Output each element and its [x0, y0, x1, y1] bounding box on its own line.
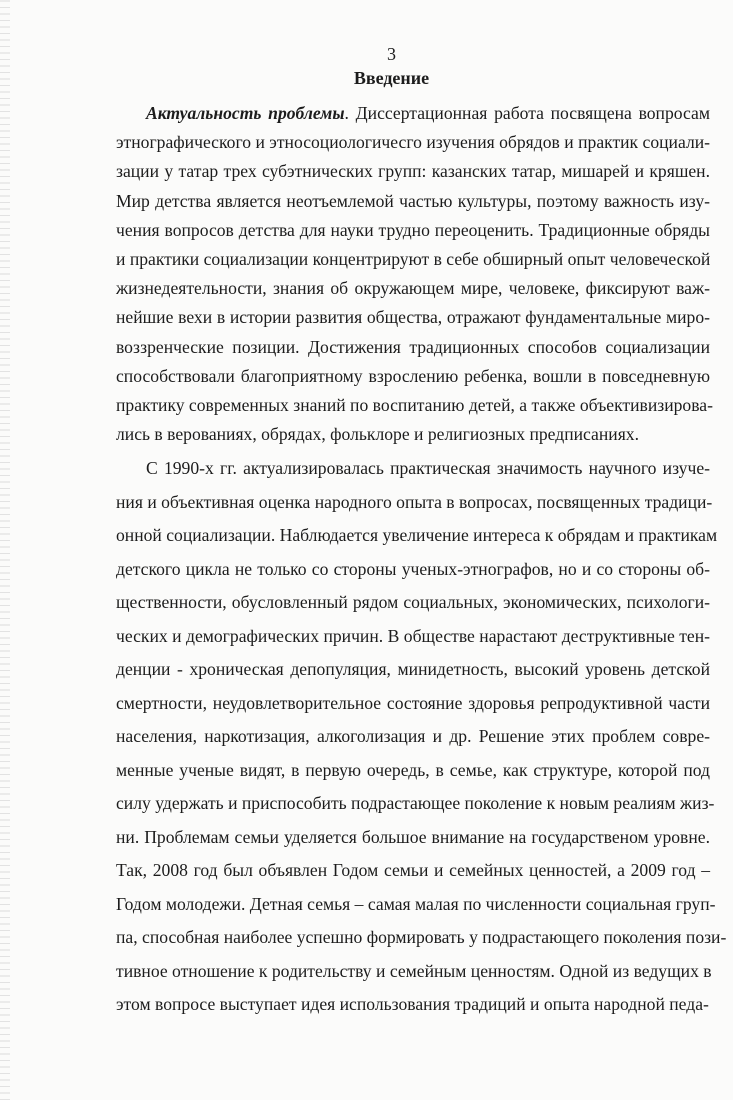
text-line — [116, 187, 710, 216]
line-text: способствовали благоприятному взрослению ребенка, вошли в повседневную — [116, 365, 710, 386]
text-line — [116, 854, 710, 888]
line-text: воззренческие позиции. Достижения традиционных способов социализации — [116, 336, 710, 357]
text-line — [116, 888, 716, 922]
line-text: ческих и демографических причин. В обществе нарастают деструктивные тен- — [116, 625, 710, 646]
section-heading: Введение — [353, 68, 430, 88]
line-text: па, способная наиболее успешно формировать у подрастающего поколения пози- — [116, 927, 727, 947]
line-text: ни. Проблемам семьи уделяется большое внимание на государственом уровне. — [116, 826, 710, 847]
line-text: детского цикла не только со стороны ученых-этнографов, но и со стороны об- — [116, 558, 710, 579]
text-line — [116, 128, 710, 157]
text-line — [116, 519, 718, 553]
line-text: смертности, неудовлетворительное состояние здоровья репродуктивной части — [116, 692, 710, 713]
text-line — [116, 245, 710, 274]
text-line — [116, 787, 715, 821]
text-line — [116, 687, 710, 721]
line-text: щественности, обусловленный рядом социальных, экономических, психологи- — [116, 592, 710, 612]
line-text: С 1990-х гг. актуализировалась практическая значимость научного изуче- — [146, 458, 710, 478]
text-line — [116, 333, 710, 362]
line-text: . Диссертационная работа посвящена вопросам — [344, 103, 710, 123]
line-text: ния и объективная оценка народного опыта в вопросах, посвященных традици- — [116, 491, 713, 512]
line-text: лись в верованиях, обрядах, фольклоре и религиозных предписаниях. — [116, 424, 639, 445]
text-line — [116, 362, 710, 391]
line-text: Годом молодежи. Детная семья – самая малая по численности социальная груп- — [116, 893, 716, 914]
text-line — [116, 988, 710, 1022]
text-line — [116, 420, 710, 449]
text-line — [116, 955, 710, 989]
line-text: Мир детства является неотъемлемой частью культуры, поэтому важность изу- — [116, 190, 710, 211]
line-text: чения вопросов детства для науки трудно переоценить. Традиционные обряды — [116, 219, 710, 240]
text-line — [116, 486, 713, 520]
line-text: и практики социализации концентрируют в себе обширный опыт человеческой — [116, 248, 711, 269]
line-text: практику современных знаний по воспитанию детей, а также объективизирова- — [116, 394, 713, 415]
line-text: тивное отношение к родительству и семейным ценностям. Одной из ведущих в — [116, 960, 712, 981]
text-line — [116, 653, 710, 687]
text-line — [116, 553, 710, 587]
text-line — [116, 274, 710, 303]
line-text: менные ученые видят, в первую очередь, в семье, как структуре, которой под — [116, 759, 710, 780]
text-line — [116, 303, 710, 332]
line-text: денции - хроническая депопуляция, минидетность, высокий уровень детской — [116, 659, 710, 679]
line-text: онной социализации. Наблюдается увеличение интереса к обрядам и практикам — [116, 525, 718, 545]
text-line — [116, 99, 710, 128]
paragraph-relevance — [116, 99, 713, 449]
text-line — [116, 921, 727, 955]
line-text: этом вопросе выступает идея использования традиций и опыта народной педа- — [116, 994, 709, 1014]
text-line — [116, 452, 710, 486]
text-line — [116, 586, 710, 620]
page-number: 3 — [387, 44, 396, 64]
paragraph-lead: Актуальность проблемы — [146, 103, 345, 123]
scan-edge-artifact — [0, 0, 10, 1100]
text-line — [116, 754, 710, 788]
line-text: зации у татар трех субэтнических групп: казанских татар, мишарей и кряшен. — [116, 161, 710, 182]
line-text: населения, наркотизация, алкоголизация и др. Решение этих проблем совре- — [116, 726, 710, 746]
text-line — [116, 391, 713, 420]
paragraph-context — [116, 452, 727, 1022]
line-text: силу удержать и приспособить подрастающее поколение к новым реалиям жиз- — [116, 793, 715, 813]
line-text: нейшие вехи в истории развития общества, отражают фундаментальные миро- — [116, 307, 710, 328]
line-text: этнографического и этносоциологичесго изучения обрядов и практик социали- — [116, 132, 710, 153]
text-line — [116, 157, 710, 186]
text-line — [116, 720, 710, 754]
line-text: Так, 2008 год был объявлен Годом семьи и семейных ценностей, а 2009 год – — [116, 860, 710, 880]
text-line — [116, 216, 710, 245]
text-line — [116, 821, 710, 855]
line-text: жизнедеятельности, знания об окружающем мире, человеке, фиксируют важ- — [116, 278, 710, 299]
text-line — [116, 620, 710, 654]
